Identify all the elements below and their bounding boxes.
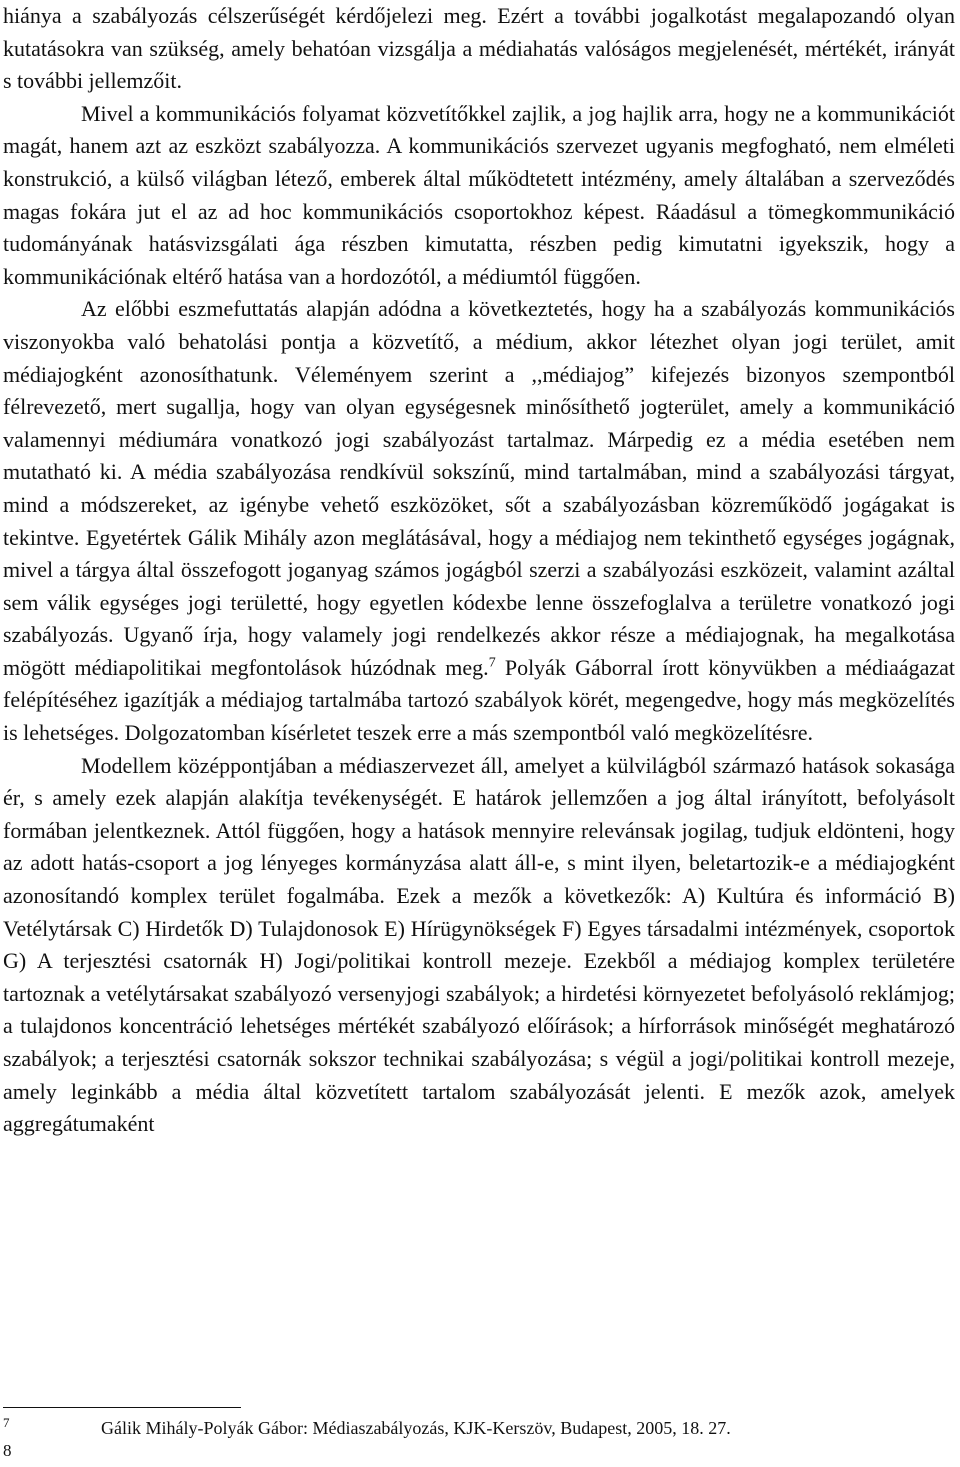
- paragraph-3: [3, 293, 955, 749]
- paragraph-3-text-a: Az előbbi eszmefuttatás alapján adódna a következtetés, hogy ha a szabályozás kommunikációs viszonyokba való behatolási pontja a közvetítő, a médium, akkor létezhet olyan jogi terület, amit médiajogként azonosíthatunk. Véleményem szerint a ,,médiajog” kifejezés bizonyos szempontból félrevezető, mert sugallja, hogy van olyan egységesnek minősíthető jogterület, amely a kommunikáció valamennyi médiumára vonatkozó jogi szabályozást tartalmaz. Márpedig ez a média esetében nem mutatható ki. A média szabályozása rendkívül sokszínű, mind tartalmában, mind a szabályozási tárgyat, mind a módszereket, az igénybe vehető eszközöket, sőt a szabályozásban közreműködő jogágakat is tekintve. Egyetértek Gálik Mihály azon meglátásával, hogy a médiajog nem tekinthető egységes jogágnak, mivel a tárgya által összefogott joganyag számos jogágból szerzi a szabályozási eszközeit, valamint azáltal sem válik egységes jogi területté, hogy egyetlen kódexbe lenne összefoglalva a területre vonatkozó jogi szabályozás. Ugyanő írja, hogy valamely jogi rendelkezés akkor része a médiajognak, ha megalkotása mögött médiapolitikai megfontolások húzódnak meg.: [3, 296, 955, 680]
- page-number: 8: [3, 1441, 12, 1460]
- footnote-reference-7: 7: [488, 655, 496, 671]
- footnote-text: Gálik Mihály-Polyák Gábor: Médiaszabályozás, KJK-Kerszöv, Budapest, 2005, 18. 27.: [101, 1418, 731, 1438]
- paragraph-1: hiánya a szabályozás célszerűségét kérdőjelezi meg. Ezért a további jogalkotást megalapozandó olyan kutatásokra van szükség, amely behatóan vizsgálja a médiahatás valóságos megjelenését, mértékét, irányát s további jellemzőit.: [3, 3, 955, 94]
- document-body: [3, 0, 955, 1141]
- paragraph-3-text-b: Polyák Gáborral írott könyvükben a médiaágazat felépítéséhez igazítják a médiajog tartalmába tartozó szabályok körét, megengedve, hogy más megközelítés is lehetséges. Dolgozatomban kísérletet teszek erre a más szempontból való megközelítésre.: [3, 654, 955, 746]
- paragraph-2: Mivel a kommunikációs folyamat közvetítőkkel zajlik, a jog hajlik arra, hogy ne a kommunikációt magát, hanem azt az eszközt szabályozza. A kommunikációs szervezet ugyanis megfogható, nem elméleti konstrukció, a külső világban létező, emberek által működtetett intézmény, amely általában a szerveződés magas fokára jut el az ad hoc kommunikációs csoportokhoz képest. Ráadásul a tömegkommunikáció tudományának hatásvizsgálati ága részben kimutatta, részben pedig kimutatni igyekszik, hogy a kommunikációnak eltérő hatása van a hordozótól, a médiumtól függően.: [3, 100, 955, 289]
- footnote-7: 7 Gálik Mihály-Polyák Gábor: Médiaszabályozás, KJK-Kerszöv, Budapest, 2005, 18. 27.: [3, 1415, 731, 1438]
- paragraph-4: Modellem középpontjában a médiaszervezet áll, amelyet a külvilágból származó hatások sokasága ér, s amely ezek alapján alakítja tevékenységét. E határok jellemzően a jog által irányított, befolyásolt formában jelentkeznek. Attól függően, hogy a hatások mennyire relevánsak jogilag, tudjuk eldönteni, hogy az adott hatás-csoport a jog lényeges kormányzása alatt áll-e, s mint ilyen, beletartozik-e a médiajogként azonosítandó komplex terület fogalmába. Ezek a mezők a következők: A) Kultúra és információ B) Vetélytársak C) Hirdetők D) Tulajdonosok E) Hírügynökségek F) Egyes társadalmi intézmények, csoportok G) A terjesztési csatornák H) Jogi/politikai kontroll mezeje. Ezekből a médiajog komplex területére tartoznak a vetélytársakat szabályozó versenyjogi szabályok; a hirdetési környezetet befolyásoló reklámjog; a tulajdonos koncentráció lehetséges mértékét szabályozó előírások; a hírforrások minőségét meghatározó szabályok; a terjesztési csatornák sokszor technikai szabályozása; s végül a jogi/politikai kontroll mezeje, amely leginkább a média által közvetített tartalom szabályozását jelenti. E mezők azok, amelyek aggregátumaként: [3, 752, 955, 1137]
- footnote-separator: [3, 1407, 241, 1408]
